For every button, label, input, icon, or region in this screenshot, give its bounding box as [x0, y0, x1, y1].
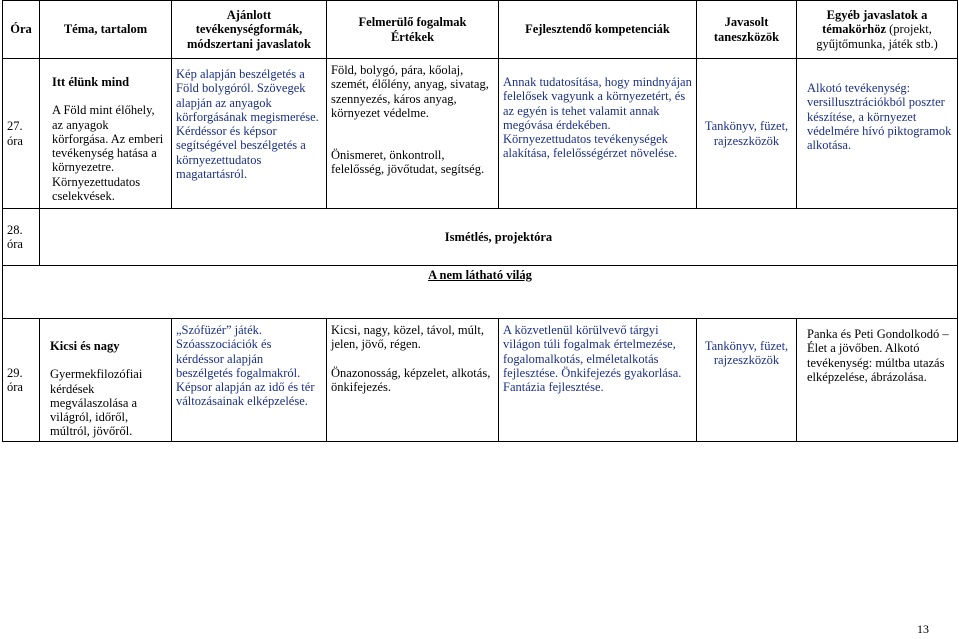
row27-javasolt: Tankönyv, füzet, rajzeszközök [697, 59, 797, 209]
row27-tema-title: Itt élünk mind [52, 75, 130, 89]
row28-text: Ismétlés, projektóra [40, 209, 958, 266]
lesson-row-27 [3, 59, 958, 209]
row29-tema [40, 319, 172, 442]
row29-javasolt: Tankönyv, füzet, rajzeszközök [697, 319, 797, 442]
header-ora: Óra [3, 1, 40, 59]
row27-ora: 27. óra [3, 59, 40, 209]
row29-tema-title: Kicsi és nagy [50, 339, 120, 353]
header-egyeb: Egyéb javaslatok a témakörhöz (projekt, gyűjtőmunka, játék stb.) [797, 1, 958, 59]
row29-fejlesztendo: A közvetlenül körülvevő tárgyi világon túli fogalmak értelmezése, fogalomalkotás, elméletalkotás fejlesztése. Önkifejezés gyakorlása. Fantázia fejlesztése. [499, 319, 697, 442]
unit-title: A nem látható világ [3, 266, 958, 319]
header-ajanlott: Ajánlott tevékenységformák, módszertani javaslatok [172, 1, 327, 59]
header-row [3, 1, 958, 59]
lesson-row-28 [3, 209, 958, 266]
row27-ajanlott: Kép alapján beszélgetés a Föld bolygóról. Szövegek alapján az anyagok körforgásának megismerése. Kérdéssor és képsor segítségével beszélgetés a környezettudatos magatartásról. [172, 59, 327, 209]
header-javasolt: Javasolt taneszközök [697, 1, 797, 59]
header-felmero: Felmerülő fogalmak Értékek [327, 1, 499, 59]
row29-ajanlott: „Szófüzér” játék. Szóasszociációk és kérdéssor alapján beszélgetés fogalmakról. Képsor alapján az idő és tér változásainak elképzelése. [172, 319, 327, 442]
row29-felmero: Kicsi, nagy, közel, távol, múlt, jelen, jövő, régen. Önazonosság, képzelet, alkotás, önkifejezés. [327, 319, 499, 442]
row27-tema-text: A Föld mint élőhely, az anyagok körforgása. Az emberi tevékenység hatása a környezetre. Környezettudatos cselekvések. [52, 103, 164, 204]
row29-ora: 29. óra [3, 319, 40, 442]
page-number: 13 [917, 622, 929, 636]
lesson-row-29 [3, 319, 958, 442]
row27-fejlesztendo: Annak tudatosítása, hogy mindnyájan felelősek vagyunk a környezetért, és az egyén is tehet valamit annak megóvása érdekében. Környezettudatos tevékenységek alakítása, felelősségérzet növelése. [499, 59, 697, 209]
row28-ora: 28. óra [3, 209, 40, 266]
unit-title-row [3, 266, 958, 319]
header-tema: Téma, tartalom [40, 1, 172, 59]
row29-egyeb: Panka és Peti Gondolkodó – Élet a jövőben. Alkotó tevékenység: múltba utazás elképzelése, ábrázolása. [797, 319, 958, 442]
row29-tema-text: Gyermekfilozófiai kérdések megválaszolása a világról, időről, múltról, jövőről. [50, 367, 143, 439]
header-fejlesztendo: Fejlesztendő kompetenciák [499, 1, 697, 59]
row27-felmero: Föld, bolygó, pára, kőolaj, szemét, élőlény, anyag, sivatag, szennyezés, káros anyag, környezet védelme. Önismeret, önkontroll, felelősség, jövőtudat, segítség. [327, 59, 499, 209]
row27-egyeb: Alkotó tevékenység: versillusztrációkból poszter készítése, a környezet védelmére hívó piktogramok alkotása. [797, 59, 958, 209]
lesson-plan-table [2, 0, 958, 442]
row27-tema [40, 59, 172, 209]
